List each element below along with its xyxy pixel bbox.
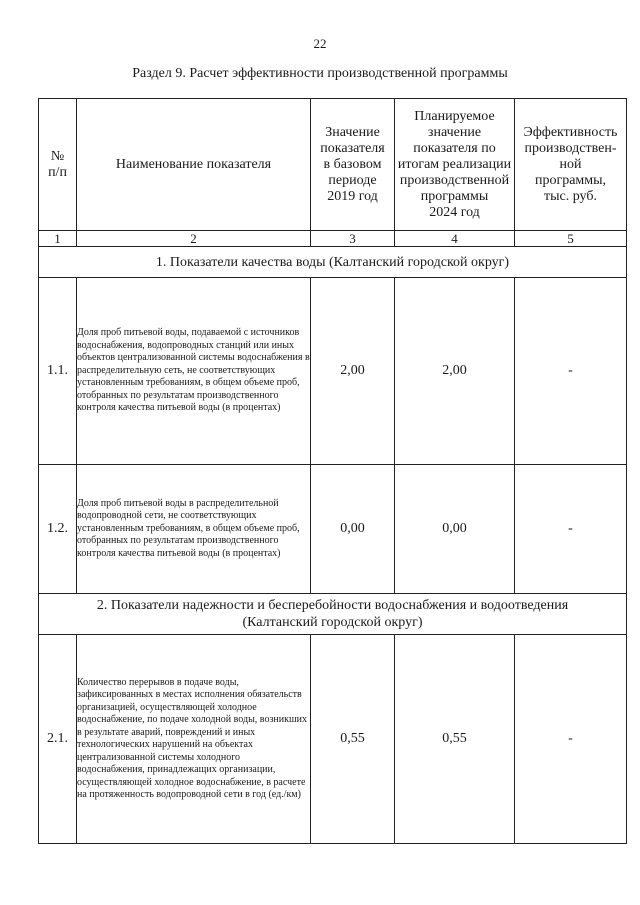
header-num <box>39 99 77 231</box>
group-title-line: (Калтанский городской округ) <box>242 615 423 630</box>
column-number-row <box>39 231 627 247</box>
header-base-line: 2019 год <box>327 188 378 204</box>
header-base-value <box>311 99 395 231</box>
header-name: Наименование показателя <box>77 99 311 231</box>
table-header-row <box>39 99 627 231</box>
column-number: 3 <box>311 231 395 247</box>
base-value: 0,55 <box>311 635 395 844</box>
base-value: 2,00 <box>311 278 395 465</box>
header-efficiency-line: Эффективность <box>523 124 618 140</box>
row-number: 2.1. <box>39 635 77 844</box>
base-value: 0,00 <box>311 465 395 594</box>
table-row <box>39 635 627 844</box>
header-planned-line: производственной <box>399 172 510 188</box>
group-row <box>39 594 627 635</box>
table-row <box>39 465 627 594</box>
header-efficiency-line: производствен- <box>524 140 617 156</box>
header-base-line: Значение <box>325 124 380 140</box>
header-planned-line: показателя по <box>413 140 496 156</box>
header-efficiency-line: тыс. руб. <box>544 188 597 204</box>
header-efficiency-line: ной <box>559 156 582 172</box>
indicator-name: Доля проб питьевой воды в распределительной водопроводной сети, не соответствующих установленным требованиям, в общем объеме проб, отобранных по результатам производственного контроля качества питьевой воды (в процентах) <box>77 465 311 594</box>
planned-value: 0,00 <box>395 465 515 594</box>
header-num-line: п/п <box>48 164 67 180</box>
header-planned-line: значение <box>427 124 482 140</box>
header-efficiency-line: программы, <box>534 172 607 188</box>
indicator-name: Доля проб питьевой воды, подаваемой с источников водоснабжения, водопроводных станций или иных объектов централизованной системы водоснабжения в распределительную сеть, не соответствующих установленным требованиям, в общем объеме проб, отобранных по результатам производственного контроля качества питьевой воды (в процентах) <box>77 278 311 465</box>
planned-value: 0,55 <box>395 635 515 844</box>
group-title-line: 2. Показатели надежности и бесперебойности водоснабжения и водоотведения <box>96 598 569 613</box>
column-number: 2 <box>77 231 311 247</box>
efficiency-value: - <box>515 465 627 594</box>
header-planned-line: итогам реализации <box>397 156 512 172</box>
header-efficiency <box>515 99 627 231</box>
column-number: 1 <box>39 231 77 247</box>
page-number: 22 <box>313 36 327 51</box>
column-number: 5 <box>515 231 627 247</box>
efficiency-table <box>38 98 627 844</box>
header-num-line: № <box>50 148 65 164</box>
row-number: 1.1. <box>39 278 77 465</box>
header-base-line: в базовом <box>323 156 382 172</box>
group-row <box>39 247 627 278</box>
efficiency-value: - <box>515 635 627 844</box>
efficiency-value: - <box>515 278 627 465</box>
header-base-line: периоде <box>328 172 377 188</box>
section-title: Раздел 9. Расчет эффективности производственной программы <box>132 66 508 81</box>
header-planned-value <box>395 99 515 231</box>
planned-value: 2,00 <box>395 278 515 465</box>
row-number: 1.2. <box>39 465 77 594</box>
table-row <box>39 278 627 465</box>
header-planned-line: программы <box>420 188 489 204</box>
column-number: 4 <box>395 231 515 247</box>
header-planned-line: Планируемое <box>414 108 495 124</box>
group-title: 1. Показатели качества воды (Калтанский городской округ) <box>39 247 627 278</box>
group-title <box>39 594 627 635</box>
header-planned-line: 2024 год <box>429 204 480 220</box>
header-base-line: показателя <box>320 140 385 156</box>
indicator-name: Количество перерывов в подаче воды, зафиксированных в местах исполнения обязательств организацией, осуществляющей холодное водоснабжение, по подаче холодной воды, возникших в результате аварий, повреждений и иных технологических нарушений на объектах централизованной системы холодного водоснабжения, принадлежащих организации, осуществляющей холодное водоснабжение, в расчете на протяженность водопроводной сети в год (ед./км) <box>77 635 311 844</box>
